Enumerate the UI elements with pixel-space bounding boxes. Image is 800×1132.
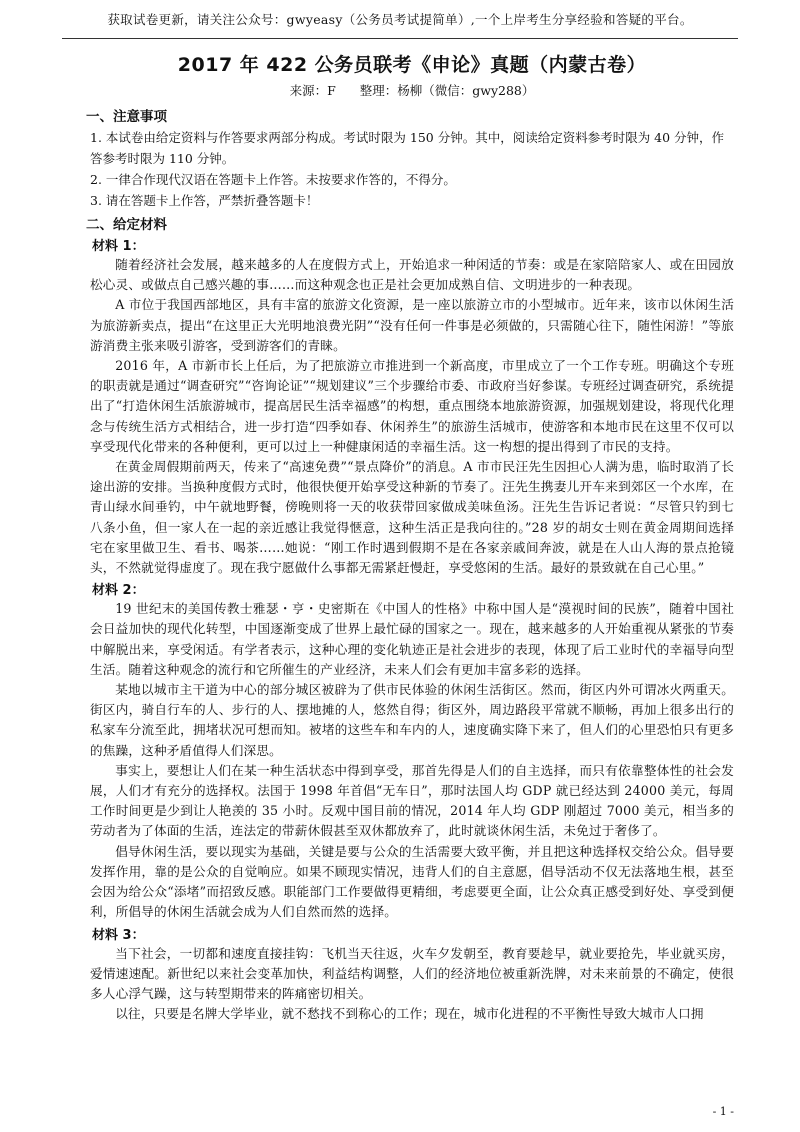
document-title: 2017 年 422 公务员联考《申论》真题（内蒙古卷）	[177, 54, 647, 76]
material-1-heading: 材料 1：	[92, 239, 145, 254]
note-item: 3. 请在答题卡上作答，严禁折叠答题卡！	[90, 193, 319, 208]
source-label: 来源：F	[289, 83, 336, 98]
document-body	[86, 48, 734, 1024]
header-notice: 获取试卷更新，请关注公众号：gwyeasy（公务员考试提简单）,一个上岸考生分享经验和答疑的平台。	[107, 12, 693, 27]
material-1-paragraph: 2016 年，A 市新市长上任后，为了把旅游立市推进到一个新高度，市里成立了一个工作专班。明确这个专班的职责就是通过“调查研究”“咨询论证”“规划建议”三个步骤给市委、市政府当好参谋。专班经过调查研究，系统提出了“打造休闲生活旅游城市，提高居民生活幸福感”的构想，重点围绕本地旅游资源，加强规划建设，将现代化理念与传统生活方式相结合，进一步打造“四季如春、休闲养生”的旅游生活城市，使游客和本地市民在这里不仅可以享受现代化带来的各种便利，更可以过上一种健康闲适的幸福生活。这一构想的提出得到了市民的支持。	[90, 358, 734, 454]
material-2-paragraph: 19 世纪末的美国传教士雅瑟・亨・史密斯在《中国人的性格》中称中国人是“漠视时间的民族”，随着中国社会日益加快的现代化转型，中国逐渐变成了世界上最忙碌的国家之一。现在，越来越多的人开始重视从紧张的节奏中解脱出来，享受闲适。有学者表示，这种心理的变化轨迹正是社会进步的表现，体现了后工业时代的幸福导向型生活。随着这种观念的流行和它所催生的产业经济，未来人们会有更加丰富多彩的选择。	[90, 601, 734, 677]
header-divider	[62, 38, 738, 39]
material-3-heading: 材料 3：	[92, 927, 145, 943]
material-3-paragraph: 以往，只要是名牌大学毕业，就不愁找不到称心的工作；现在，城市化进程的不平衡性导致大城市人口拥	[115, 1006, 704, 1022]
material-1-paragraph: 随着经济社会发展，越来越多的人在度假方式上，开始追求一种闲适的节奏：或是在家陪陪家人、或在田园放松心灵、或做点自己感兴趣的事……而这种观念也正是社会更加成熟自信、文明进步的一种表现。	[90, 257, 734, 293]
page-number: - 1 -	[712, 1105, 734, 1118]
material-2-paragraph: 某地以城市主干道为中心的部分城区被辟为了供市民体验的休闲生活街区。然而，街区内外可谓冰火两重天。街区内，骑自行车的人、步行的人、摆地摊的人，悠然自得；街区外，周边路段平常就不顺畅，再加上很多出行的私家车分流至此，拥堵状况可想而知。被堵的这些车和车内的人，速度确实降下来了，但人们的心里恐怕只有更多的焦躁，这种矛盾值得人们深思。	[90, 682, 734, 758]
note-item: 1. 本试卷由给定资料与作答要求两部分构成。考试时限为 150 分钟。其中，阅读给定资料参考时限为 40 分钟，作答参考时限为 110 分钟。	[90, 130, 725, 166]
material-2-paragraph: 事实上，要想让人们在某一种生活状态中得到享受，那首先得是人们的自主选择，而只有依靠整体性的社会发展，人们才有充分的选择权。法国于 1998 年首倡“无车日”，那时法国人均 GDP 就已经达到 24000 美元，每周工作时间更是少到让人艳羡的 35 小时。反观中国目前的情况，2014 年人均 GDP 刚超过 7000 美元，相当多的劳动者为了体面的生活，连法定的带薪休假甚至双休都放弃了，此时就谈休闲生活，未免过于奢侈了。	[90, 762, 734, 839]
material-1-paragraph: A 市位于我国西部地区，具有丰富的旅游文化资源，是一座以旅游立市的小型城市。近年来，该市以休闲生活为旅游新卖点，提出“在这里正大光明地浪费光阴”“没有任何一件事是必须做的，只需随心往下，随性闲游！”等旅游消费主张来吸引游客，受到游客们的青睐。	[90, 297, 734, 353]
document-meta	[90, 81, 734, 99]
material-2-paragraph: 倡导休闲生活，要以现实为基础，关键是要与公众的生活需要大致平衡，并且把这种选择权交给公众。倡导要发挥作用，靠的是公众的自觉响应。如果不顾现实情况，违背人们的自主意愿，倡导活动不仅无法落地生根，甚至会因为给公众“添堵”而招致反感。职能部门工作要做得更精细，考虑要更全面，让公众真正感受到好处、享受到便利，所倡导的休闲生活就会成为人们自然而然的选择。	[90, 843, 734, 920]
editor-label: 整理：杨柳（微信：gwy288）	[359, 83, 535, 98]
materials-heading: 二、给定材料	[86, 217, 167, 233]
material-3-paragraph: 当下社会，一切都和速度直接挂钩：飞机当天往返，火车夕发朝至，教育要趁早，就业要抢先，毕业就买房，爱情速速配。新世纪以来社会变革加快，利益结构调整，人们的经济地位被重新洗牌，对未来前景的不确定，使很多人心浮气躁，这与转型期带来的阵痛密切相关。	[90, 945, 734, 1001]
material-2-heading: 材料 2：	[92, 583, 145, 599]
material-1-paragraph: 在黄金周假期前两天，传来了“高速免费”“景点降价”的消息。A 市市民汪先生因担心人满为患，临时取消了长途出游的安排。当换种度假方式时，他很快便开始享受这种新的节奏了。汪先生携妻儿开车来到郊区一个水库，在青山绿水间垂钓，中午就地野餐，傍晚则将一天的收获带回家做成美味鱼汤。汪先生告诉记者说：“尽管只钓到七八条小鱼，但一家人在一起的亲近感让我觉得惬意，这种生活正是我向往的。”28 岁的胡女士则在黄金周期间选择宅在家里做卫生、看书、喝茶……她说：“刚工作时遇到假期不是在各家亲戚间奔波，就是在人山人海的景点抢镜头，不然就觉得虚度了。现在我宁愿做什么事都无需紧赶慢赶，享受悠闲的生活。最好的景致就在自己心里。”	[90, 459, 734, 576]
note-item: 2. 一律合作现代汉语在答题卡上作答。未按要求作答的，不得分。	[90, 172, 456, 187]
notes-heading: 一、注意事项	[86, 109, 167, 125]
